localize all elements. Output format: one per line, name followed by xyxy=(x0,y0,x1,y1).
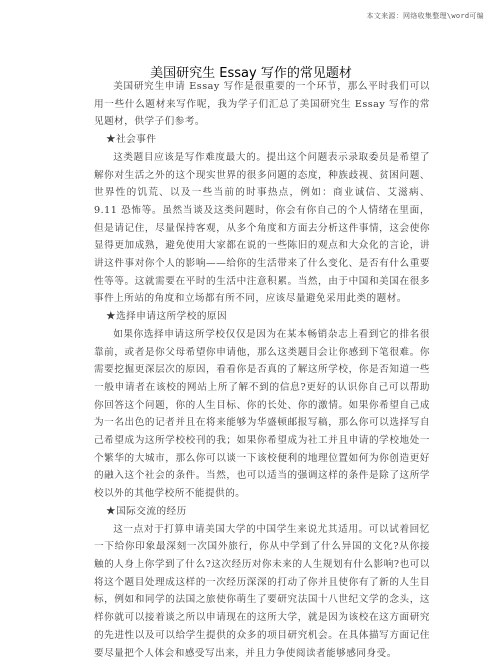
section-heading-international-exchange: ★国际交流的经历 xyxy=(106,505,187,517)
document-body xyxy=(94,78,430,662)
intro-paragraph: 美国研究生申请 Essay 写作是很重要的一个环节，那么平时我们可以用一些什么题材来写作呢，我为学子们汇总了美国研究生 Essay 写作的常见题材，供学子们参考。 xyxy=(94,81,430,128)
section-body-school-choice: 如果你选择申请这所学校仅仅是因为在某本畅销杂志上看到它的排名很靠前，或者是你父母希望你申请他，那么这类题目会让你感到下笔很难。你需要挖掘更深层次的原因，看看你是否真的了解这所学校，你是否知道一些一般申请者在该校的网站上所了解不到的信息?更好的认识你自己可以帮助你回答这个问题，你的人生目标、你的长处、你的激情。如果你希望自己成为一名出色的记者并且在将来能够为华盛顿邮报写稿，那么你可以选择写自己希望成为这所学校校刊的我；如果你希望成为社工并且申请的学校地处一个繁华的大城市，那么你可以谈一下该校便利的地理位置如何为你创造更好的融入这个社会的条件。当然，也可以适当的强调这样的条件是除了这所学校以外的其他学校所不能提供的。 xyxy=(94,328,430,500)
source-note: 本文来源：网络收集整理\word可编 xyxy=(366,12,484,20)
section-body-international-exchange: 这一点对于打算申请美国大学的中国学生来说尤其适用。可以试着回忆一下给你印象最深刻一次国外旅行，你从中学到了什么异国的文化?从你接触的人身上你学到了什么?这次经历对你未来的人生规划有什么影响?也可以将这个题目处理成这样的一次经历深深的打动了你并且使你有了新的人生目标，例如和同学的法国之旅使你萌生了要研究法国十八世纪文学的念头，这样你就可以接着谈之所以申请现在的这所大学，就是因为该校在这方面研究的先进性以及可以给学生提供的众多的项目研究机会。在具体描写方面记住要尽量把个人体会和感受写出来，并且力争使阅读者能够感同身受。 xyxy=(94,523,430,659)
section-heading-social-events: ★社会事件 xyxy=(106,134,157,146)
section-heading-school-choice: ★选择申请这所学校的原因 xyxy=(106,311,228,323)
page-title: 美国研究生 Essay 写作的常见题材 xyxy=(150,66,352,81)
section-body-social-events: 这类题目应该是写作难度最大的。提出这个问题表示录取委员是希望了解你对生活之外的这个现实世界的很多问题的态度，种族歧视、贫困问题、世界性的饥荒、以及一些当前的时事热点，例如：商业诚信、艾滋病、9.11 恐怖等。虽然当谈及这类问题时，你会有你自己的个人情绪在里面，但是请记住，尽量保持客观，从多个角度和方面去分析这件事情，这会使你显得更加成熟，避免使用大家都在说的一些陈旧的观点和大众化的言论，讲讲这件事对你个人的影响——给你的生活带来了什么变化、是否有什么重要性等等。这就需要在平时的生活中注意积累。当然，由于中国和美国在很多事件上所站的角度和立场都有所不同，应该尽量避免采用此类的题材。 xyxy=(94,151,430,305)
